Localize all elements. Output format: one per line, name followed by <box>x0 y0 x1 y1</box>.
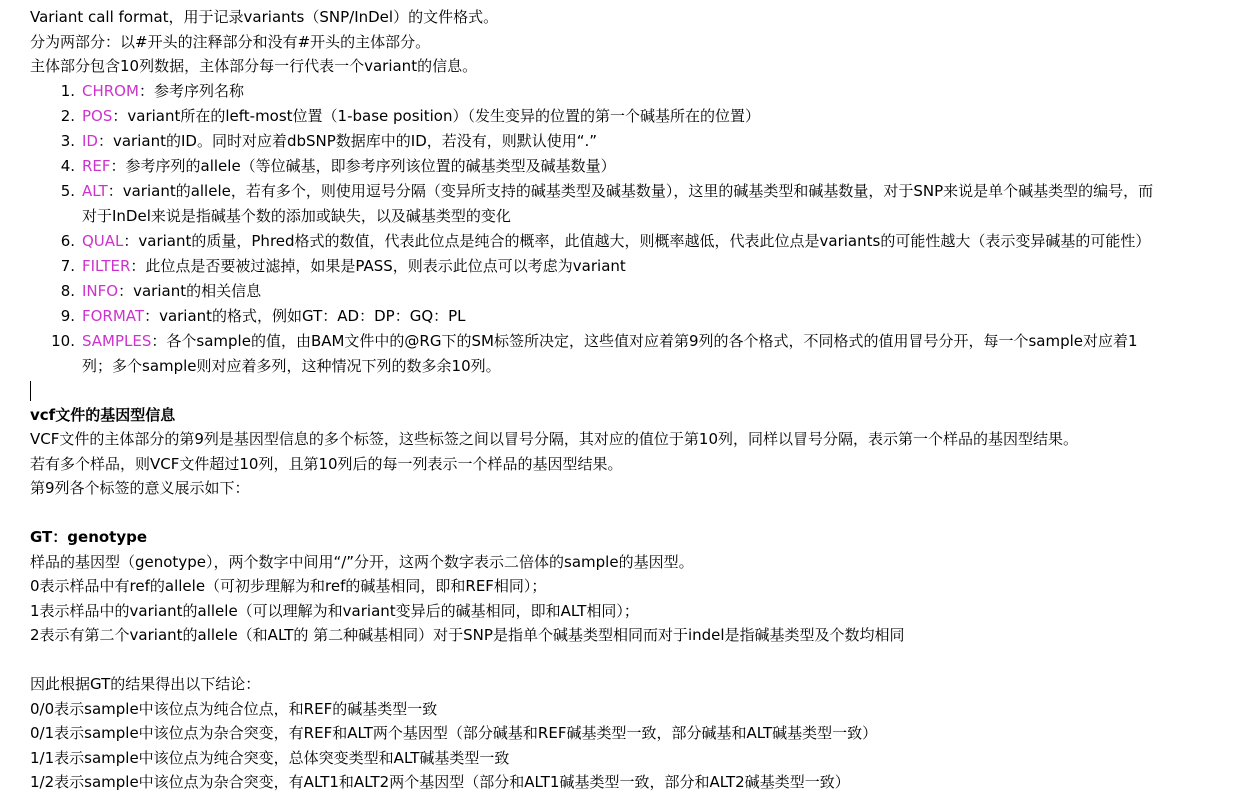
list-number: 5. <box>60 181 75 200</box>
blank-line <box>30 501 1252 526</box>
list-number: 10. <box>51 331 75 350</box>
paragraph-line: 2表示有第二个variant的allele（和ALT的 第二种碱基相同）对于SNP是指单个碱基类型相同而对于indel是指碱基类型及个数均相同 <box>30 626 905 644</box>
paragraph-line: 0/0表示sample中该位点为纯合位点，和REF的碱基类型一致 <box>30 699 438 718</box>
list-item <box>30 179 1252 229</box>
list-item <box>30 279 1252 304</box>
paragraph-line: 因此根据GT的结果得出以下结论： <box>30 675 261 693</box>
intro-line: 主体部分包含10列数据，主体部分每一行代表一个variant的信息。 <box>30 57 478 75</box>
field-key: POS <box>82 106 113 125</box>
blank-line <box>30 648 1252 673</box>
list-number: 4. <box>60 156 75 175</box>
field-description: ：variant所在的left-most位置（1-base position）（发生变异的位置的第一个碱基所在的位置） <box>112 106 760 125</box>
list-number: 3. <box>60 131 75 150</box>
paragraph-line: 若有多个样品，则VCF文件超过10列，且第10列后的每一列表示一个样品的基因型结果。 <box>30 454 623 473</box>
field-key: INFO <box>82 281 119 300</box>
list-item <box>30 129 1252 154</box>
text-editor-line[interactable] <box>30 379 1252 403</box>
list-number: 8. <box>60 281 75 300</box>
section-heading: vcf文件的基因型信息 <box>30 405 176 424</box>
field-description: ：variant的质量，Phred格式的数值，代表此位点是纯合的概率，此值越大，则概率越低，代表此位点是variants的可能性越大（表示变异碱基的可能性） <box>123 231 1151 250</box>
field-key: ALT <box>82 181 108 200</box>
paragraph-line: 第9列各个标签的意义展示如下： <box>30 479 250 497</box>
field-description: ：variant的相关信息 <box>118 281 262 300</box>
list-item <box>30 329 1252 379</box>
field-key: FORMAT <box>82 306 145 325</box>
field-key: CHROM <box>82 81 139 100</box>
list-number: 6. <box>60 231 75 250</box>
field-key: REF <box>82 156 111 175</box>
conclusion-section <box>30 672 1252 795</box>
list-item <box>30 154 1252 179</box>
list-number: 9. <box>60 306 75 325</box>
paragraph-line: VCF文件的主体部分的第9列是基因型信息的多个标签，这些标签之间以冒号分隔，其对应的值位于第10列，同样以冒号分隔，表示第一个样品的基因型结果。 <box>30 430 1079 448</box>
paragraph-line: 1/1表示sample中该位点为纯合突变，总体突变类型和ALT碱基类型一致 <box>30 748 510 767</box>
intro-line: Variant call format，用于记录variants（SNP/InDel）的文件格式。 <box>30 8 499 26</box>
field-description: ：参考序列名称 <box>138 81 244 100</box>
field-description-continued: 列；多个sample则对应着多列，这种情况下列的数多余10列。 <box>82 356 501 375</box>
list-item <box>30 304 1252 329</box>
list-item <box>30 254 1252 279</box>
paragraph-line: 0/1表示sample中该位点为杂合突变，有REF和ALT两个基因型（部分碱基和REF碱基类型一致，部分碱基和ALT碱基类型一致） <box>30 724 878 742</box>
paragraph-line: 0表示样品中有ref的allele（可初步理解为和ref的碱基相同，即和REF相同）； <box>30 577 547 595</box>
list-item <box>30 79 1252 104</box>
field-description: ：参考序列的allele（等位碱基，即参考序列该位置的碱基类型及碱基数量） <box>110 156 616 175</box>
list-item <box>30 229 1252 254</box>
field-key: QUAL <box>82 231 124 250</box>
intro-paragraph <box>30 5 1252 79</box>
list-item <box>30 104 1252 129</box>
gt-section <box>30 525 1252 648</box>
field-description-continued: 对于InDel来说是指碱基个数的添加或缺失，以及碱基类型的变化 <box>82 206 511 225</box>
field-description: ：variant的allele，若有多个，则使用逗号分隔（变异所支持的碱基类型及碱基数量），这里的碱基类型和碱基数量，对于SNP来说是单个碱基类型的编号，而 <box>107 181 1154 200</box>
paragraph-line: 1/2表示sample中该位点为杂合突变，有ALT1和ALT2两个基因型（部分和ALT1碱基类型一致，部分和ALT2碱基类型一致） <box>30 773 850 791</box>
list-number: 1. <box>60 81 75 100</box>
field-description: ：variant的格式，例如GT：AD：DP：GQ：PL <box>144 306 466 325</box>
intro-line: 分为两部分：以#开头的注释部分和没有#开头的主体部分。 <box>30 32 431 51</box>
genotype-section <box>30 403 1252 501</box>
vcf-column-list <box>30 79 1252 379</box>
paragraph-line: 样品的基因型（genotype），两个数字中间用“/”分开，这两个数字表示二倍体的sample的基因型。 <box>30 552 694 571</box>
list-number: 7. <box>60 256 75 275</box>
field-key: ID <box>82 131 98 150</box>
list-number: 2. <box>60 106 75 125</box>
paragraph-line: 1表示样品中的variant的allele（可以理解为和variant变异后的碱基相同，即和ALT相同）； <box>30 601 639 620</box>
field-description: ：各个sample的值，由BAM文件中的@RG下的SM标签所决定，这些值对应着第9列的各个格式，不同格式的值用冒号分开，每一个sample对应着1 <box>151 331 1138 350</box>
text-cursor <box>30 381 31 401</box>
field-description: ：variant的ID。同时对应着dbSNP数据库中的ID，若没有，则默认使用“.” <box>97 131 598 150</box>
document-body <box>30 5 1252 795</box>
section-heading: GT：genotype <box>30 528 148 546</box>
field-key: SAMPLES <box>82 331 152 350</box>
field-key: FILTER <box>82 256 131 275</box>
field-description: ：此位点是否要被过滤掉，如果是PASS，则表示此位点可以考虑为variant <box>130 256 626 275</box>
